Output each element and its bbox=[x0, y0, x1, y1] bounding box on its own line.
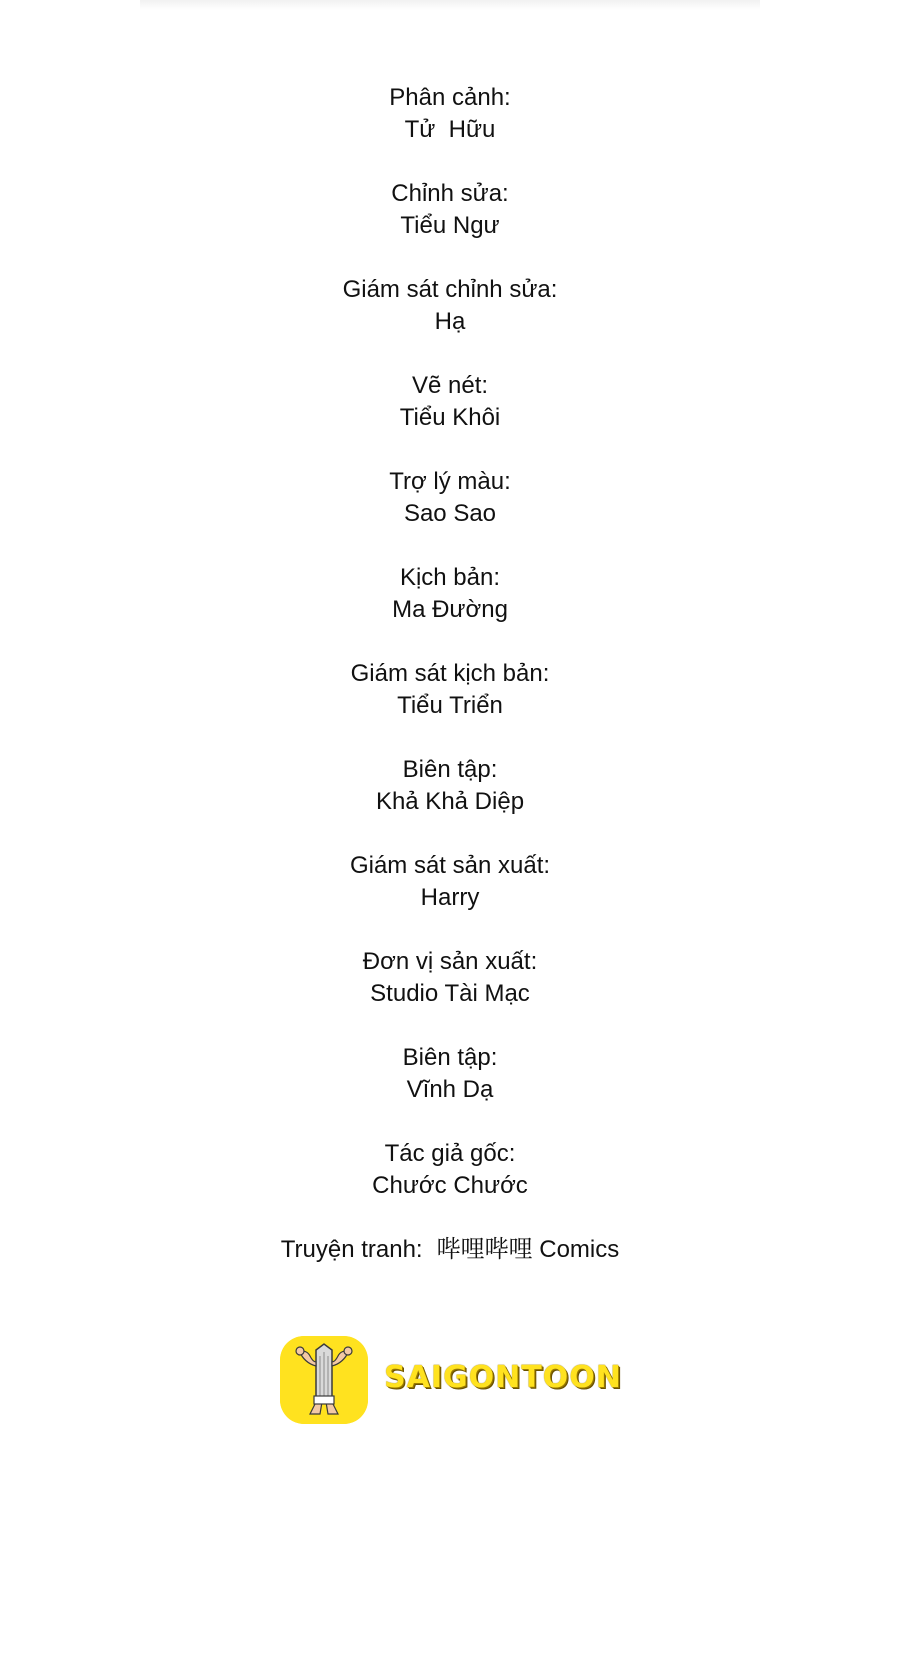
credit-block bbox=[0, 658, 900, 722]
credit-block bbox=[0, 850, 900, 914]
credit-block bbox=[0, 1138, 900, 1202]
credit-name: Tiểu Ngư bbox=[400, 212, 500, 239]
credit-role: Biên tập: bbox=[402, 756, 498, 783]
credit-name: Tiểu Khôi bbox=[399, 404, 501, 431]
credit-role: Vẽ nét: bbox=[411, 372, 489, 399]
mascot-fist-left bbox=[296, 1347, 304, 1355]
saigontoon-mascot-icon bbox=[280, 1336, 368, 1424]
credit-block bbox=[0, 1042, 900, 1106]
credit-role: Giám sát sản xuất: bbox=[349, 852, 551, 879]
comic-platform-label: Truyện tranh: bbox=[280, 1236, 423, 1263]
credit-name: Tiểu Triển bbox=[397, 692, 503, 719]
credit-role: Kịch bản: bbox=[399, 564, 501, 591]
credit-role: Đơn vị sản xuất: bbox=[362, 948, 538, 975]
credit-block bbox=[0, 82, 900, 146]
saigontoon-logo bbox=[280, 1336, 622, 1426]
comic-platform-line bbox=[0, 1234, 900, 1266]
credit-name: Khả Khả Diệp bbox=[375, 788, 525, 815]
top-shadow bbox=[140, 0, 760, 10]
credit-block bbox=[0, 562, 900, 626]
credit-name: Harry bbox=[420, 884, 480, 911]
credit-name: Hạ bbox=[434, 308, 466, 335]
credit-block bbox=[0, 754, 900, 818]
mascot-svg bbox=[280, 1336, 368, 1424]
credit-name: Studio Tài Mạc bbox=[370, 980, 530, 1007]
credit-block bbox=[0, 370, 900, 434]
comic-platform-value: 哔哩哔哩 Comics bbox=[436, 1236, 620, 1263]
credit-name: Tử Hữu bbox=[404, 116, 496, 143]
credit-block bbox=[0, 274, 900, 338]
credit-role: Trợ lý màu: bbox=[389, 468, 511, 495]
credit-role: Giám sát chỉnh sửa: bbox=[342, 276, 558, 303]
credit-role: Tác giả gốc: bbox=[384, 1140, 516, 1167]
credit-role: Chỉnh sửa: bbox=[391, 180, 509, 207]
credit-role: Giám sát kịch bản: bbox=[350, 660, 550, 687]
mascot-fist-right bbox=[344, 1347, 352, 1355]
credit-name: Ma Đường bbox=[392, 596, 508, 623]
credit-role: Phân cảnh: bbox=[389, 84, 511, 111]
credit-name: Vĩnh Dạ bbox=[406, 1076, 494, 1103]
credit-name: Chước Chước bbox=[372, 1172, 528, 1199]
mascot-shorts bbox=[314, 1396, 334, 1404]
credit-block bbox=[0, 466, 900, 530]
credit-role: Biên tập: bbox=[402, 1044, 498, 1071]
credit-name: Sao Sao bbox=[403, 500, 497, 527]
credits-list bbox=[0, 82, 900, 1266]
credit-block bbox=[0, 178, 900, 242]
credit-block bbox=[0, 946, 900, 1010]
saigontoon-wordmark: SAIGONTOON bbox=[384, 1360, 622, 1395]
